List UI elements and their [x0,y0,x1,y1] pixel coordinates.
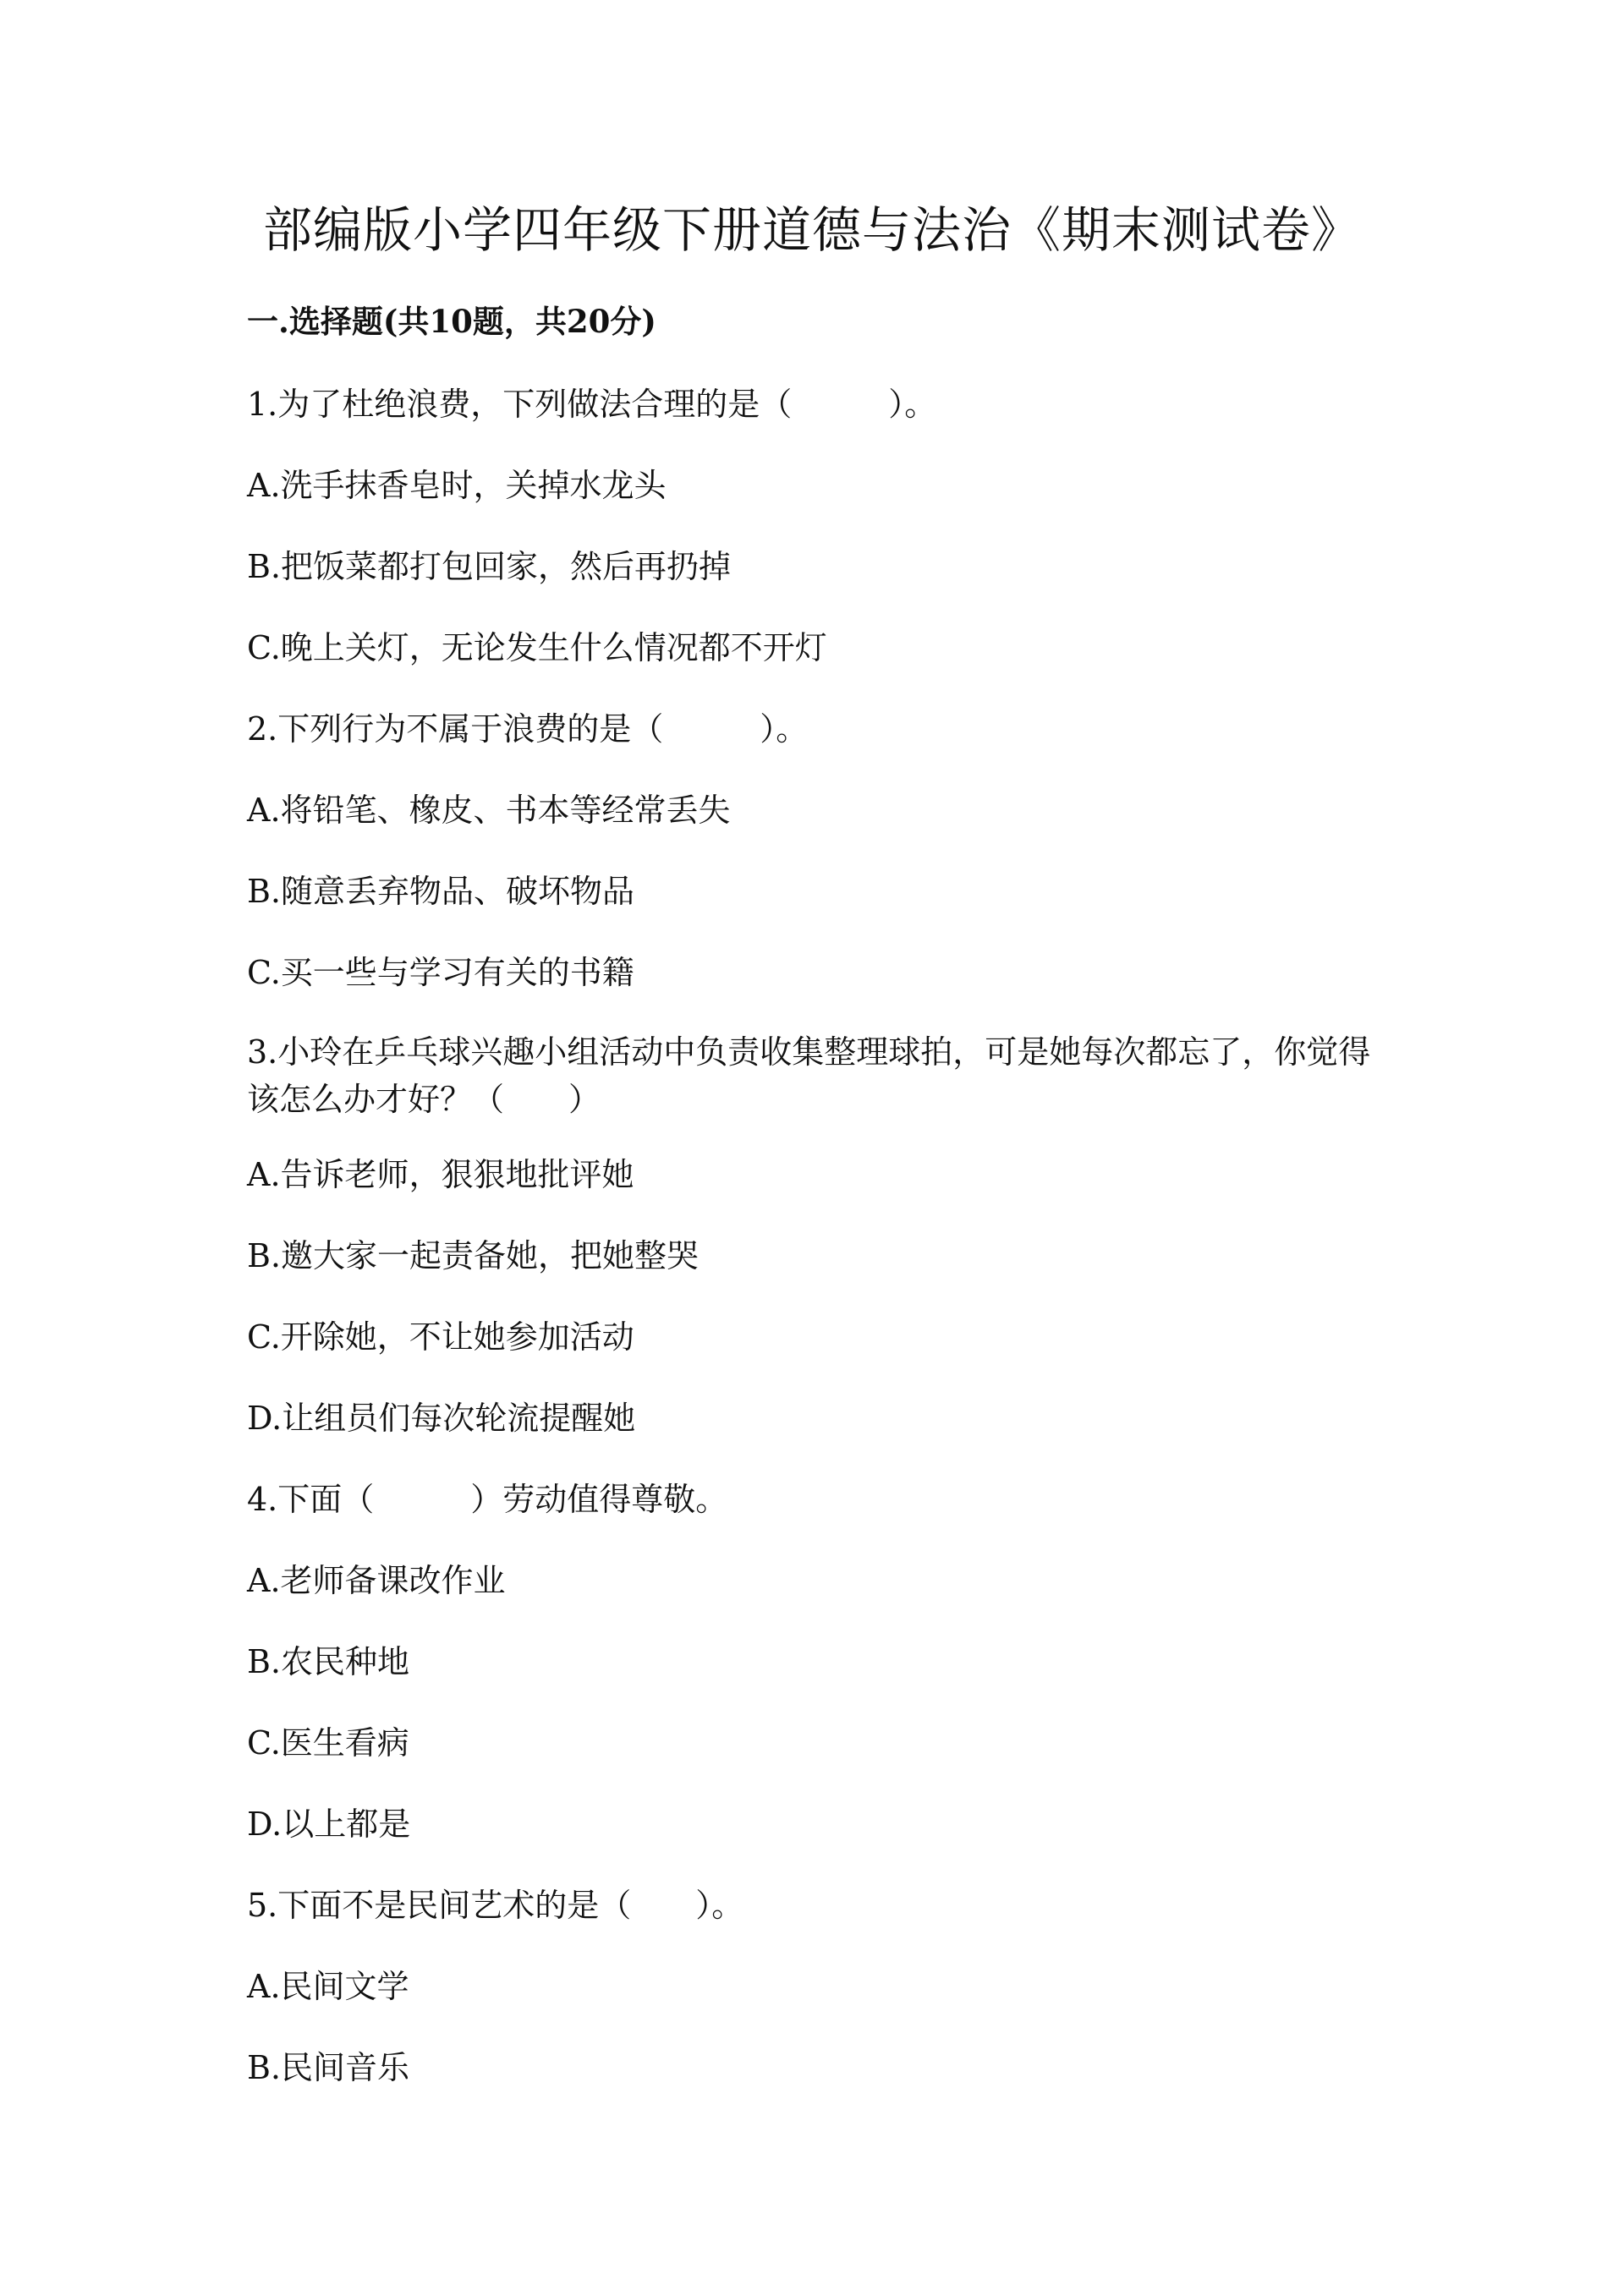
question-5-option-b: B.民间音乐 [247,2049,410,2086]
exam-title: 部编版小学四年级下册道德与法治《期末测试卷》 [262,201,1361,259]
question-2-option-a: A.将铅笔、橡皮、书本等经常丢失 [247,792,731,829]
question-4-option-b: B.农民种地 [247,1643,410,1680]
question-1-option-a: A.洗手抹香皂时，关掉水龙头 [247,467,667,504]
question-3-option-a: A.告诉老师，狠狠地批评她 [247,1156,634,1193]
question-3-stem: 3.小玲在乒乓球兴趣小组活动中负责收集整理球拍，可是她每次都忘了，你觉得该怎么办才好？（ ） [247,1033,1371,1118]
question-2-option-c: C.买一些与学习有关的书籍 [247,954,634,991]
question-5-stem: 5.下面不是民间艺术的是（ ）。 [247,1887,744,1924]
question-5-option-a: A.民间文学 [247,1968,409,2005]
question-3-option-c: C.开除她，不让她参加活动 [247,1318,634,1356]
question-3-option-d: D.让组员们每次轮流提醒她 [247,1400,636,1437]
question-2-stem: 2.下列行为不属于浪费的是（ ）。 [247,710,809,748]
question-4-option-d: D.以上都是 [247,1806,411,1843]
question-4-stem: 4.下面（ ）劳动值得尊敬。 [247,1481,728,1518]
section-heading-multiple-choice: 一.选择题(共10题，共20分) [247,303,656,340]
question-1-option-b: B.把饭菜都打包回家，然后再扔掉 [247,548,732,585]
question-3-option-b: B.邀大家一起责备她，把她整哭 [247,1237,700,1274]
question-4-option-c: C.医生看病 [247,1724,409,1762]
question-4-option-a: A.老师备课改作业 [247,1562,506,1599]
question-1-option-c: C.晚上关灯，无论发生什么情况都不开灯 [247,629,827,666]
question-1-stem: 1.为了杜绝浪费，下列做法合理的是（ ）。 [247,386,937,423]
question-2-option-b: B.随意丢弃物品、破坏物品 [247,873,635,910]
